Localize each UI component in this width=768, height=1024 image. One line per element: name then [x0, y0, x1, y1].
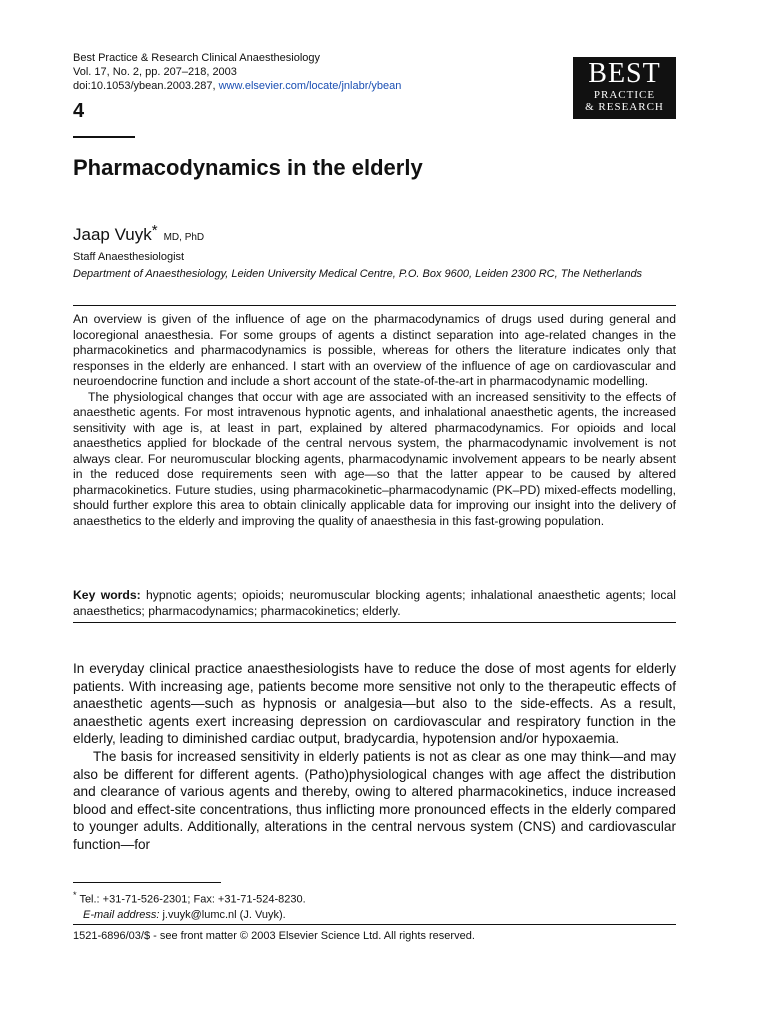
doi: doi:10.1053/ybean.2003.287, — [73, 80, 216, 92]
journal-name: Best Practice & Research Clinical Anaesthesiology — [73, 52, 321, 64]
footnote — [73, 888, 306, 923]
footnote-contact: Tel.: +31-71-526-2301; Fax: +31-71-524-8230. — [79, 893, 306, 906]
email-value[interactable]: j.vuyk@lumc.nl (J. Vuyk). — [162, 908, 286, 921]
author-line — [73, 222, 204, 245]
abstract-top-rule — [73, 305, 676, 306]
abstract-paragraph: An overview is given of the influence of age on the pharmacodynamics of drugs used during general and locoregional anaesthesia. For some groups of agents a distinct separation into age-related changes in the pharmacokinetics and pharmacodynamics is possible, whereas for others the literature indicates only that responses in the elderly are enhanced. I start with an overview of the influence of age on cardiovascular and neuroendocrine function and include a short account of the state-of-the-art in pharmacodynamic modelling. — [73, 312, 676, 388]
article-number: 4 — [73, 100, 85, 122]
best-practice-logo — [573, 57, 676, 119]
keywords — [73, 588, 676, 619]
body-paragraph: In everyday clinical practice anaesthesiologists have to reduce the dose of most agents for elderly patients. With increasing age, patients become more sensitive not only to the therapeutic effects of anaesthetic agents—such as hypnosis or analgesia—but also to the side-effects. As a result, anaesthetic agents exert increasing depression on cardiovascular and respiratory function in the elderly, leading to diminished cardiac output, bradycardia, hypotension and/or hypoxaemia. — [73, 661, 676, 747]
article-title: Pharmacodynamics in the elderly — [73, 155, 423, 180]
author-degrees: MD, PhD — [163, 232, 205, 243]
logo-line-3: & RESEARCH — [585, 101, 664, 113]
footnote-contact-line — [73, 888, 306, 908]
footnote-rule — [73, 882, 221, 883]
abstract — [73, 312, 676, 529]
author-role: Staff Anaesthesiologist — [73, 251, 185, 263]
logo-line-2: PRACTICE — [593, 89, 656, 101]
logo-line-1: BEST — [588, 58, 661, 89]
author-footnote-mark[interactable]: * — [151, 222, 158, 239]
journal-volume: Vol. 17, No. 2, pp. 207–218, 2003 — [73, 66, 237, 78]
title-divider — [73, 136, 135, 138]
keywords-text: hypnotic agents; opioids; neuromuscular blocking agents; inhalational anaesthetic agents; local anaesthetics; pharmacodynamics; pharmacokinetics; elderly. — [73, 588, 676, 618]
footnote-mark: * — [73, 890, 77, 900]
abstract-paragraph: The physiological changes that occur with age are associated with an increased sensitivity to the effects of anaesthetic agents. For most intravenous hypnotic agents, and inhalational anaesthetic agents, the increased sensitivity with age is, at least in part, explained by altered pharmacodynamics. For opioids and local anaesthetics applied for blockade of the central nervous system, the pharmacodynamic involvement is not always clear. For neuromuscular blocking agents, pharmacodynamic involvement appears to be nearly absent in the reduced dose requirements seen with age—so that the latter appear to be caused by altered pharmacokinetics. Future studies, using pharmacokinetic–pharmacodynamic (PK–PD) mixed-effects modelling, should further explore this area to obtain clinically applicable data for improving our insight into the delivery of anaesthetics to the elderly and improving the quality of anaesthesia in this fast-growing population. — [73, 389, 676, 528]
copyright-rule — [73, 924, 676, 925]
body-paragraph: The basis for increased sensitivity in elderly patients is not as clear as one may think—and may also be different for different agents. (Patho)physiological changes with age affect the distribution and clearance of various agents and thereby, owing to altered pharmacokinetics, induce increased blood and effect-site concentrations, thus inflicting more pronounced effects in the elderly compared to younger adults. Additionally, alterations in the central nervous system (CNS) and cardiovascular function—for — [73, 748, 676, 852]
footnote-email-line — [73, 908, 306, 923]
keywords-label: Key words: — [73, 588, 141, 602]
email-label: E-mail address: — [83, 908, 160, 921]
body-text — [73, 660, 676, 854]
journal-url-link[interactable]: www.elsevier.com/locate/jnlabr/ybean — [218, 80, 402, 92]
journal-doi-line — [73, 80, 401, 93]
abstract-bottom-rule — [73, 622, 676, 623]
copyright-line: 1521-6896/03/$ - see front matter © 2003 Elsevier Science Ltd. All rights reserved. — [73, 930, 475, 942]
author-name: Jaap Vuyk — [73, 225, 152, 244]
author-affiliation: Department of Anaesthesiology, Leiden University Medical Centre, P.O. Box 9600, Leiden 2300 RC, The Netherlands — [73, 268, 643, 280]
